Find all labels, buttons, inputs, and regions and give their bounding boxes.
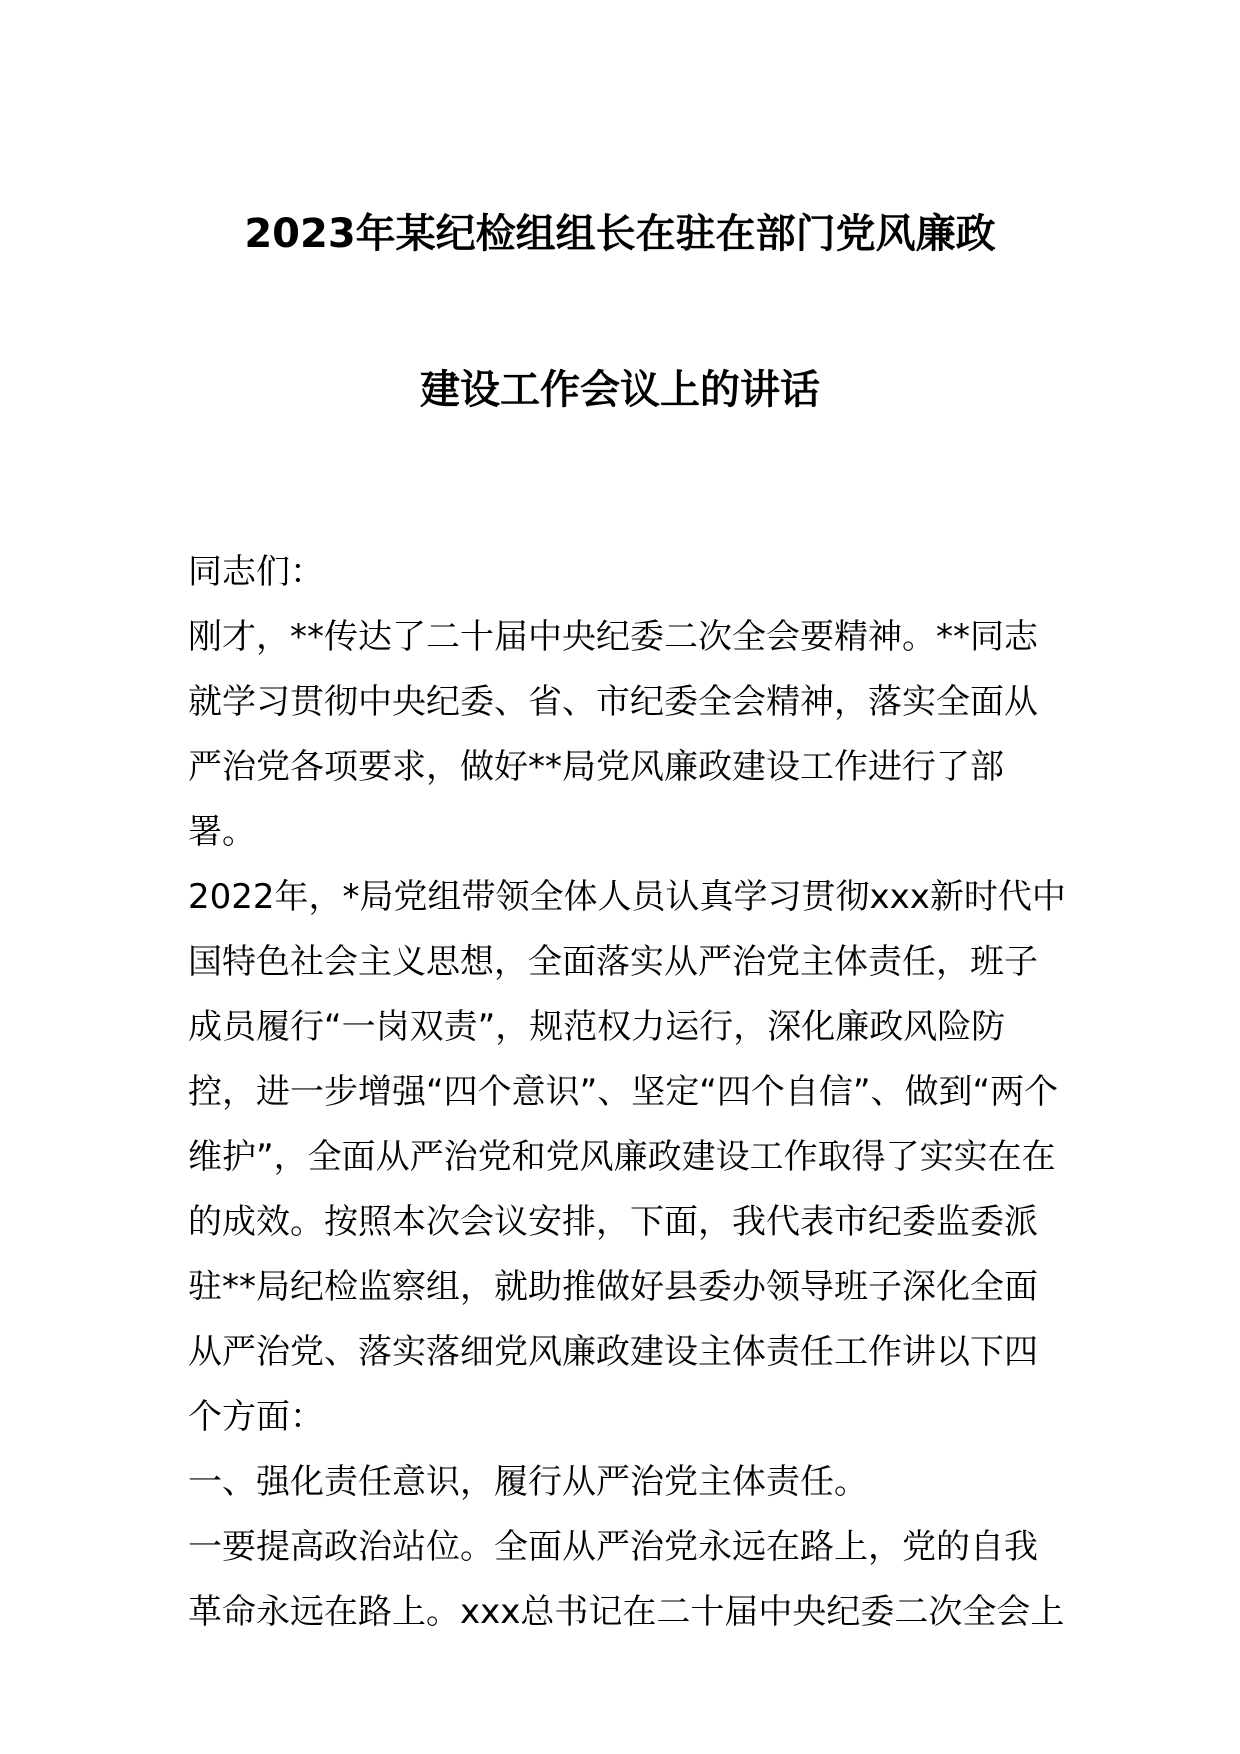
document-body [188,540,1068,1645]
paragraph-1: 刚才，**传达了二十届中央纪委二次全会要精神。**同志就学习贯彻中央纪委、省、市纪委全会精神，落实全面从严治党各项要求，做好**局党风廉政建设工作进行了部署。 [188,617,1038,852]
document-title-line-2: 建设工作会议上的讲话 [420,367,820,413]
section-heading-1: 一、强化责任意识，履行从严治党主体责任。 [188,1462,868,1502]
paragraph-3: 一要提高政治站位。全面从严治党永远在路上，党的自我革命永远在路上。xxx总书记在二十届中央纪委二次全会上 [188,1527,1065,1632]
document-title-line-1: 2023年某纪检组组长在驻在部门党风廉政 [244,211,996,257]
greeting: 同志们： [188,552,324,592]
paragraph-2: 2022年，*局党组带领全体人员认真学习贯彻xxx新时代中国特色社会主义思想，全面落实从严治党主体责任，班子成员履行“一岗双责”，规范权力运行，深化廉政风险防控，进一步增强“四个意识”、坚定“四个自信”、做到“两个维护”，全面从严治党和党风廉政建设工作取得了实实在在的成效。按照本次会议安排，下面，我代表市纪委监委派驻**局纪检监察组，就助推做好县委办领导班子深化全面从严治党、落实落细党风廉政建设主体责任工作讲以下四个方面： [188,877,1066,1437]
